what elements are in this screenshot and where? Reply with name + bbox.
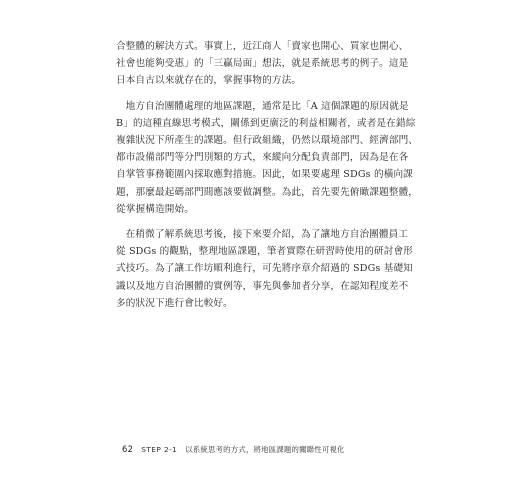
paragraph-3 [116, 226, 413, 312]
text-line: 地方自治團體處理的地區課題，通常是比「A 這個課題的原因就是 [125, 100, 409, 112]
text-line: 式技巧。為了讓工作坊順利進行，可先將序章介紹過的 SDGs 基礎知 [116, 263, 413, 275]
text-line: 從掌握構造開始。 [116, 203, 194, 215]
text-line: B」的這種直線思考模式，關係到更廣泛的利益相關者，或者是在錯綜 [116, 117, 416, 129]
body-text [116, 38, 419, 320]
paragraph-2 [116, 98, 419, 218]
page-footer [122, 444, 345, 455]
text-line: 合整體的解決方式。事實上，近江商人「賣家也開心、買家也開心、 [116, 41, 409, 52]
text-line: 識以及地方自治團體的實例等，事先與參加者分享，在認知程度差不 [116, 280, 409, 292]
text-line: 自掌管事務範圍內採取應對措施。因此，如果要處理 SDGs 的橫向課 [116, 169, 413, 181]
text-line: 社會也能夠受惠」的「三贏局面」想法，就是系統思考的例子。這是 [116, 58, 409, 70]
text-line: 複雜狀況下所產生的課題。但行政組織，仍然以環境部門、經濟部門、 [116, 135, 419, 147]
text-line: 從 SDGs 的觀點，整理地區課題，筆者實際在研習時使用的研討會形 [116, 246, 413, 258]
page-number: 62 [122, 444, 134, 454]
text-line: 日本自古以來就存在的，掌握事物的方法。 [116, 75, 302, 87]
paragraph-1 [116, 38, 409, 90]
chapter-title: 以系統思考的方式，將地區課題的關聯性可視化 [185, 445, 345, 454]
text-line: 都市設備部門等分門別類的方式，來縱向分配負責部門，因為是在各 [116, 152, 409, 164]
text-line: 題，那麼最起碼部門間應該要做調整。為此，首先要先俯瞰課題整體， [116, 186, 419, 198]
text-line: 在稍微了解系統思考後，接下來要介紹，為了讓地方自治團體員工 [125, 229, 409, 241]
text-line: 多的狀況下進行會比較好。 [116, 297, 233, 309]
step-label: STEP 2-1 [141, 445, 178, 454]
